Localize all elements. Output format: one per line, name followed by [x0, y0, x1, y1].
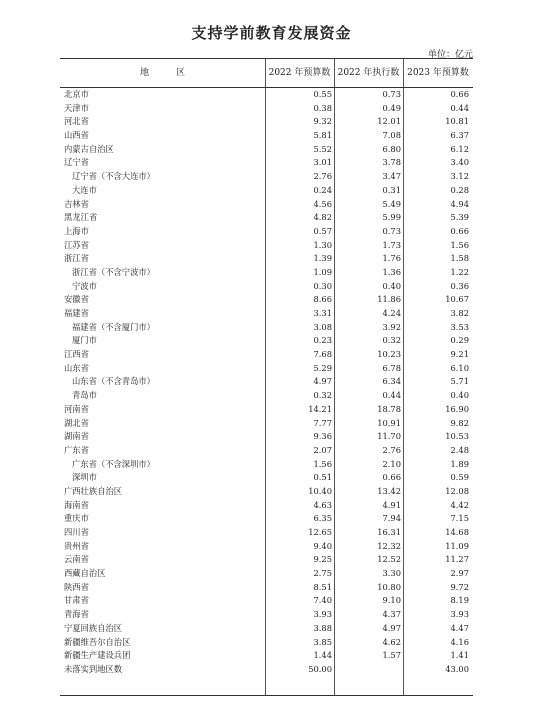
budget-2022-cell: 2.75: [313, 568, 332, 579]
table-row: [60, 266, 473, 280]
budget-2023-cell: 4.16: [450, 636, 469, 647]
budget-2022-cell: 0.51: [313, 472, 332, 483]
table-row: [60, 458, 473, 472]
budget-2023-cell: 10.81: [445, 116, 469, 127]
exec-2022-cell: 1.73: [382, 239, 401, 250]
table-row: [60, 198, 473, 212]
region-cell: 浙江省（不含宁波市）: [72, 266, 155, 277]
budget-2022-cell: 12.65: [308, 527, 332, 537]
exec-2022-cell: 11.86: [377, 294, 401, 305]
budget-2023-cell: 9.82: [450, 417, 469, 428]
budget-2022-cell: 8.66: [313, 294, 332, 305]
exec-2022-cell: 5.99: [382, 212, 401, 223]
exec-2022-cell: 6.78: [382, 362, 401, 373]
table-row: [60, 362, 473, 376]
budget-2022-cell: 0.55: [313, 89, 332, 99]
table-row: [60, 512, 473, 526]
table-row: [60, 321, 473, 335]
budget-2023-cell: 3.53: [450, 321, 469, 332]
exec-2022-cell: 5.49: [382, 198, 401, 209]
budget-2022-cell: 1.30: [313, 239, 332, 250]
table-row: [60, 526, 473, 540]
region-cell: 厦门市: [72, 335, 97, 346]
exec-2022-cell: 7.08: [382, 130, 401, 141]
budget-2022-cell: 8.51: [313, 581, 332, 592]
budget-2023-cell: 6.37: [450, 130, 469, 141]
budget-2022-cell: 6.35: [313, 513, 332, 524]
table-row: [60, 594, 473, 608]
table-row: [60, 307, 473, 321]
region-cell: 北京市: [64, 89, 89, 99]
budget-2022-cell: 9.36: [313, 431, 332, 442]
budget-2022-cell: 4.97: [313, 376, 332, 387]
table-row: [60, 252, 473, 266]
exec-2022-cell: 11.70: [377, 431, 401, 442]
exec-2022-cell: 3.92: [382, 321, 401, 332]
exec-2022-cell: 4.91: [382, 499, 401, 510]
budget-2023-cell: 1.22: [450, 266, 469, 277]
budget-2023-cell: 4.47: [450, 622, 469, 633]
budget-2022-cell: 3.31: [313, 308, 332, 318]
region-cell: 上海市: [64, 225, 89, 236]
table-row: [60, 115, 473, 129]
budget-2022-cell: 9.40: [313, 540, 332, 551]
budget-2022-cell: 7.68: [313, 349, 332, 360]
region-cell: 西藏自治区: [64, 568, 106, 579]
budget-2023-cell: 11.09: [445, 540, 469, 551]
table-row: [60, 184, 473, 198]
budget-2023-cell: 0.44: [450, 102, 469, 113]
region-cell: 辽宁省（不含大连市）: [72, 171, 155, 182]
exec-2022-cell: 0.40: [382, 280, 401, 291]
budget-2023-cell: 0.28: [450, 184, 469, 195]
exec-2022-cell: 16.31: [377, 527, 401, 537]
budget-2022-cell: 2.76: [313, 171, 332, 182]
region-cell: 深圳市: [72, 472, 97, 483]
region-cell: 重庆市: [64, 513, 89, 524]
budget-2023-cell: 0.36: [450, 280, 469, 291]
unit-label: 单位：亿元: [427, 50, 473, 60]
budget-2022-cell: 7.40: [313, 595, 332, 606]
region-cell: 陕西省: [64, 581, 89, 592]
exec-2022-cell: 2.76: [382, 444, 401, 455]
table-row: [60, 485, 473, 499]
budget-2023-cell: 9.72: [450, 581, 469, 592]
budget-2023-cell: 5.71: [450, 376, 469, 387]
budget-2022-cell: 1.44: [313, 650, 332, 661]
table-row: [60, 444, 473, 458]
table-body: [60, 88, 473, 677]
table-row: [60, 143, 473, 157]
table-row: [60, 636, 473, 650]
exec-2022-cell: 1.36: [382, 266, 401, 277]
budget-2023-cell: 10.67: [445, 294, 469, 305]
region-cell: 湖北省: [64, 417, 89, 428]
region-cell: 四川省: [64, 527, 89, 537]
budget-2023-cell: 8.19: [450, 595, 469, 606]
region-cell: 山西省: [64, 130, 89, 141]
table-row: [60, 649, 473, 663]
budget-2022-cell: 5.52: [313, 143, 332, 154]
region-cell: 福建省: [64, 308, 89, 318]
budget-2022-cell: 0.32: [313, 390, 332, 401]
table-row: [60, 211, 473, 225]
budget-2023-cell: 2.48: [450, 444, 469, 455]
region-cell: 贵州省: [64, 540, 89, 551]
budget-2022-cell: 0.38: [313, 102, 332, 113]
budget-2022-cell: 1.39: [313, 253, 332, 264]
region-cell: 山东省（不含青岛市）: [72, 376, 155, 387]
table-row: [60, 608, 473, 622]
table-row: [60, 239, 473, 253]
region-cell: 青岛市: [72, 390, 97, 401]
table-row: [60, 471, 473, 485]
exec-2022-cell: 0.44: [382, 390, 401, 401]
region-cell: 宁夏回族自治区: [64, 622, 123, 633]
region-cell: 黑龙江省: [64, 212, 98, 223]
table-row: [60, 88, 473, 102]
table-row: [60, 622, 473, 636]
table-row: [60, 170, 473, 184]
table-row: [60, 280, 473, 294]
exec-2022-cell: 0.32: [382, 335, 401, 346]
header-region: 地 区: [139, 68, 185, 78]
budget-2022-cell: 10.40: [308, 485, 332, 496]
budget-2023-cell: 1.58: [450, 253, 469, 264]
table-row: [60, 348, 473, 362]
budget-2022-cell: 0.30: [313, 280, 332, 291]
exec-2022-cell: 3.30: [382, 568, 401, 579]
exec-2022-cell: 13.42: [377, 485, 401, 496]
budget-2023-cell: 4.42: [450, 499, 469, 510]
budget-2023-cell: 3.12: [450, 171, 469, 182]
region-cell: 浙江省: [64, 253, 89, 264]
budget-2023-cell: 7.15: [450, 513, 469, 524]
budget-2023-cell: 0.66: [450, 89, 469, 99]
exec-2022-cell: 18.78: [377, 403, 401, 414]
exec-2022-cell: 3.78: [382, 157, 401, 168]
exec-2022-cell: 12.32: [377, 540, 401, 551]
exec-2022-cell: 6.80: [382, 143, 401, 154]
region-cell: 新疆生产建设兵团: [64, 650, 131, 661]
table-row: [60, 102, 473, 116]
exec-2022-cell: 1.76: [382, 253, 401, 264]
exec-2022-cell: 0.73: [382, 89, 401, 99]
budget-2023-cell: 1.89: [450, 458, 469, 469]
budget-2023-cell: 16.90: [445, 403, 469, 414]
region-cell: 青海省: [64, 609, 89, 620]
header-2022-budget: 2022 年预算数: [268, 68, 331, 78]
region-cell: 广东省: [64, 444, 89, 455]
exec-2022-cell: 3.47: [382, 171, 401, 182]
region-cell: 未落实到地区数: [64, 663, 123, 674]
region-cell: 云南省: [64, 554, 89, 565]
budget-2023-cell: 9.21: [450, 349, 469, 360]
exec-2022-cell: 4.24: [382, 308, 401, 318]
region-cell: 内蒙古自治区: [64, 143, 114, 154]
budget-2022-cell: 4.63: [313, 499, 332, 510]
region-cell: 安徽省: [64, 294, 89, 305]
region-cell: 湖南省: [64, 431, 89, 442]
exec-2022-cell: 0.66: [382, 472, 401, 483]
budget-2022-cell: 5.81: [313, 130, 332, 141]
exec-2022-cell: 10.91: [377, 417, 401, 428]
exec-2022-cell: 12.52: [377, 554, 401, 565]
region-cell: 大连市: [72, 184, 97, 195]
budget-2023-cell: 1.41: [450, 650, 469, 661]
region-cell: 吉林省: [64, 198, 89, 209]
region-cell: 河南省: [64, 403, 89, 414]
header-2023-budget: 2023 年预算数: [407, 68, 469, 78]
budget-2023-cell: 4.94: [450, 198, 469, 209]
budget-2022-cell: 5.29: [313, 362, 332, 373]
budget-2022-cell: 0.24: [313, 184, 332, 195]
budget-2022-cell: 3.88: [313, 622, 332, 633]
budget-2023-cell: 6.10: [450, 362, 469, 373]
exec-2022-cell: 7.94: [382, 513, 401, 524]
exec-2022-cell: 10.80: [377, 581, 401, 592]
budget-2022-cell: 9.25: [313, 554, 332, 565]
table-row: [60, 375, 473, 389]
budget-2022-cell: 4.82: [313, 212, 332, 223]
exec-2022-cell: 0.49: [382, 102, 401, 113]
budget-2023-cell: 3.82: [450, 308, 469, 318]
budget-2022-cell: 3.85: [313, 636, 332, 647]
table-row: [60, 334, 473, 348]
exec-2022-cell: 6.34: [382, 376, 401, 387]
exec-2022-cell: 1.57: [382, 650, 401, 661]
budget-2023-cell: 3.40: [450, 157, 469, 168]
page-title: 支持学前教育发展资金: [191, 24, 352, 42]
budget-2022-cell: 1.56: [313, 458, 332, 469]
budget-2023-cell: 14.68: [445, 527, 469, 537]
budget-2022-cell: 3.01: [313, 157, 332, 168]
table-row: [60, 553, 473, 567]
budget-2022-cell: 3.93: [313, 609, 332, 620]
budget-2022-cell: 2.07: [313, 444, 332, 455]
table-row: [60, 293, 473, 307]
region-cell: 河北省: [64, 116, 89, 127]
budget-2022-cell: 9.32: [313, 116, 332, 127]
budget-2022-cell: 7.77: [313, 417, 332, 428]
region-cell: 甘肃省: [64, 595, 89, 606]
budget-2023-cell: 11.27: [445, 554, 469, 565]
budget-2023-cell: 2.97: [450, 568, 469, 579]
table-row: [60, 403, 473, 417]
table-row: [60, 389, 473, 403]
exec-2022-cell: 4.97: [382, 622, 401, 633]
budget-2023-cell: 0.59: [450, 472, 469, 483]
table-row: [60, 581, 473, 595]
budget-2023-cell: 10.53: [445, 431, 469, 442]
region-cell: 新疆维吾尔自治区: [64, 636, 131, 647]
budget-2023-cell: 3.93: [450, 609, 469, 620]
budget-2022-cell: 0.57: [313, 225, 332, 236]
exec-2022-cell: 10.23: [377, 349, 401, 360]
table-row: [60, 225, 473, 239]
table-row: [60, 567, 473, 581]
header-2022-exec: 2022 年执行数: [337, 68, 400, 78]
budget-2023-cell: 43.00: [445, 663, 469, 674]
region-cell: 山东省: [64, 362, 89, 373]
table-row: [60, 663, 473, 677]
budget-2022-cell: 1.09: [313, 266, 332, 277]
budget-2023-cell: 0.66: [450, 225, 469, 236]
budget-2023-cell: 12.08: [445, 485, 469, 496]
region-cell: 辽宁省: [64, 157, 89, 168]
exec-2022-cell: 12.01: [377, 116, 401, 127]
region-cell: 广东省（不含深圳市）: [72, 458, 155, 469]
region-cell: 宁波市: [72, 280, 97, 291]
budget-2023-cell: 0.40: [450, 390, 469, 401]
budget-2022-cell: 50.00: [308, 663, 332, 674]
region-cell: 福建省（不含厦门市）: [72, 321, 155, 332]
budget-2023-cell: 6.12: [450, 143, 469, 154]
exec-2022-cell: 2.10: [382, 458, 401, 469]
table-row: [60, 156, 473, 170]
region-cell: 海南省: [64, 499, 89, 510]
region-cell: 天津市: [64, 102, 89, 113]
budget-2023-cell: 1.56: [450, 239, 469, 250]
table-row: [60, 499, 473, 513]
exec-2022-cell: 4.62: [382, 636, 401, 647]
budget-2023-cell: 0.29: [450, 335, 469, 346]
table-row: [60, 129, 473, 143]
exec-2022-cell: 0.31: [382, 184, 401, 195]
exec-2022-cell: 9.10: [382, 595, 401, 606]
region-cell: 江苏省: [64, 239, 89, 250]
table-row: [60, 540, 473, 554]
exec-2022-cell: 0.73: [382, 225, 401, 236]
table-row: [60, 430, 473, 444]
budget-2022-cell: 3.08: [313, 321, 332, 332]
budget-2022-cell: 0.23: [313, 335, 332, 346]
data-table: [60, 58, 473, 696]
table-row: [60, 417, 473, 431]
budget-2023-cell: 5.39: [450, 212, 469, 223]
exec-2022-cell: 4.37: [382, 609, 401, 620]
region-cell: 广西壮族自治区: [64, 485, 123, 496]
budget-2022-cell: 4.56: [313, 198, 332, 209]
budget-2022-cell: 14.21: [308, 403, 332, 414]
region-cell: 江西省: [64, 349, 89, 360]
